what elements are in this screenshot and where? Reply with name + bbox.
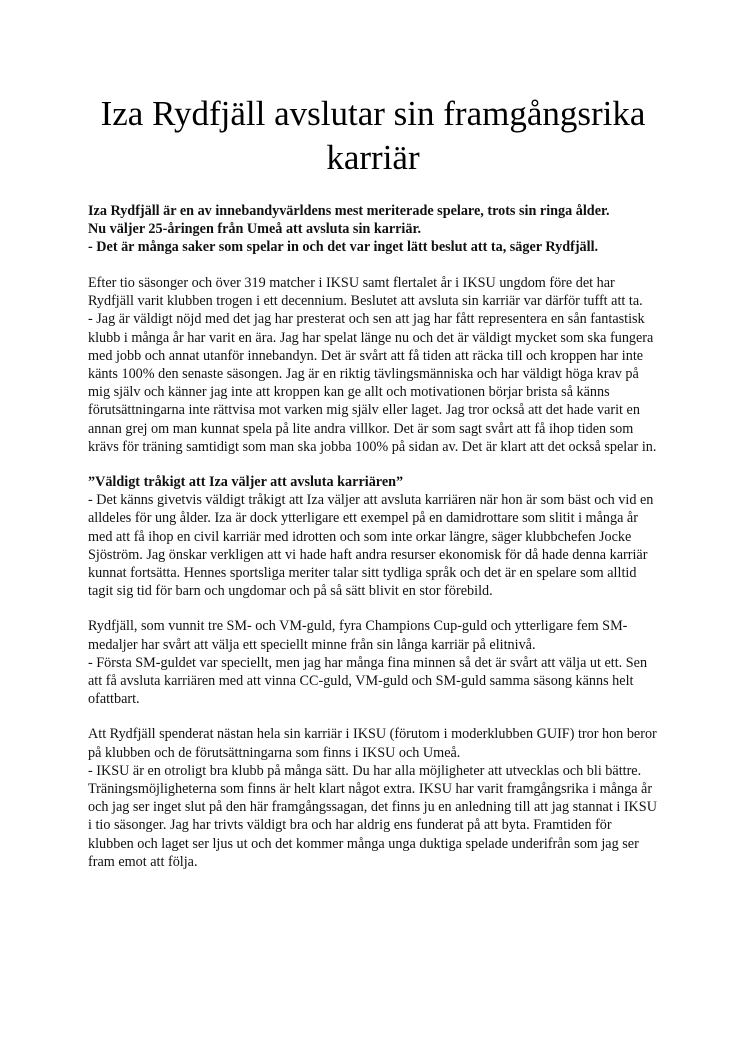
section-club-comment xyxy=(88,473,658,600)
paragraph: Att Rydfjäll spenderat nästan hela sin karriär i IKSU (förutom i moderklubben GUIF) tror hon beror på klubben och de förutsättningarna som finns i IKSU och Umeå. xyxy=(88,726,657,761)
quote-paragraph: - Första SM-guldet var speciellt, men jag har många fina minnen så det är svårt att välja ut ett. Sen att få avsluta karriären med att vinna CC-guld, VM-guld och SM-guld samma säsong känns helt ofattbart. xyxy=(88,654,648,708)
article-lead xyxy=(88,202,658,256)
section-career xyxy=(88,274,658,456)
paragraph: Rydfjäll, som vunnit tre SM- och VM-guld, fyra Champions Cup-guld och ytterligare fem SM-medaljer har svårt att välja ett speciellt minne från sin långa karriär på elitnivå. xyxy=(88,618,628,653)
quote-paragraph: - Det känns givetvis väldigt tråkigt att Iza väljer att avsluta karriären när hon är som bäst och vid en alldeles för ung ålder. Iza är dock ytterligare ett exempel på en damidrottare som slitit i många år med att få ihop en civil karriär med idrotten och som inte orkar längre, säger klubbchefen Jocke Sjöström. Jag önskar verkligen att vi hade haft andra resurser ekonomisk för då hade denna karriär kunnat fortsätta. Hennes sportsliga meriter talar sitt tydliga språk och det är en spelare som alltid tagit sig tid för barn och ungdomar och på så sätt blivit en stor förebild. xyxy=(88,492,654,600)
quote-paragraph: - IKSU är en otroligt bra klubb på många sätt. Du har alla möjligheter att utvecklas och bli bättre. Träningsmöjligheterna som finns är helt klart något extra. IKSU har varit framgångsrika i många år och jag ser inget slut på den här framgångssagan, det finns ju en anledning till att jag stannat i IKSU i tio säsonger. Jag har trivts väldigt bra och har aldrig ens funderat på att byta. Framtiden för klubben och laget ser ljus ut och det kommer många unga duktiga spelade underifrån som jag ser fram emot att följa. xyxy=(88,762,657,870)
lead-line-3: - Det är många saker som spelar in och det var inget lätt beslut att ta, säger Rydfjäll. xyxy=(88,239,599,255)
section-subheading: ”Väldigt tråkigt att Iza väljer att avsluta karriären” xyxy=(88,474,404,491)
article-title: Iza Rydfjäll avslutar sin framgångsrika karriär xyxy=(100,94,646,177)
lead-line-2: Nu väljer 25-åringen från Umeå att avsluta sin karriär. xyxy=(88,221,421,237)
quote-paragraph: - Jag är väldigt nöjd med det jag har presterat och sen att jag har fått representera en sån fantastisk klubb i många år har varit en ära. Jag har spelat länge nu och det är väldigt mycket som ska fungera med jobb och annat utanför innebandyn. Det är svårt att få tiden att räcka till och kroppen har inte känts 100% den senaste säsongen. Jag är en riktig tävlingsmänniska och har väldigt höga krav på mig själv och känner jag inte att kroppen kan ge allt och motivationen börjar brista så känns förutsättningarna inte rättvisa mot varken mig själv eller laget. Jag tror också att det hade varit en annan grej om man kunnat spela på lite andra villkor. Det är som sagt svårt att få ihop tiden som krävs för träning samtidigt som man ska jobba 100% på sidan av. Det är klart att det också spelar in. xyxy=(88,311,657,455)
lead-line-1: Iza Rydfjäll är en av innebandyvärldens mest meriterade spelare, trots sin ringa ålder. xyxy=(88,203,610,219)
paragraph: Efter tio säsonger och över 319 matcher i IKSU samt flertalet år i IKSU ungdom före det har Rydfjäll varit klubben trogen i ett decennium. Beslutet att avsluta sin karriär var därför tufft att ta. xyxy=(88,275,643,310)
section-club-loyalty xyxy=(88,725,658,871)
section-merits xyxy=(88,617,658,708)
